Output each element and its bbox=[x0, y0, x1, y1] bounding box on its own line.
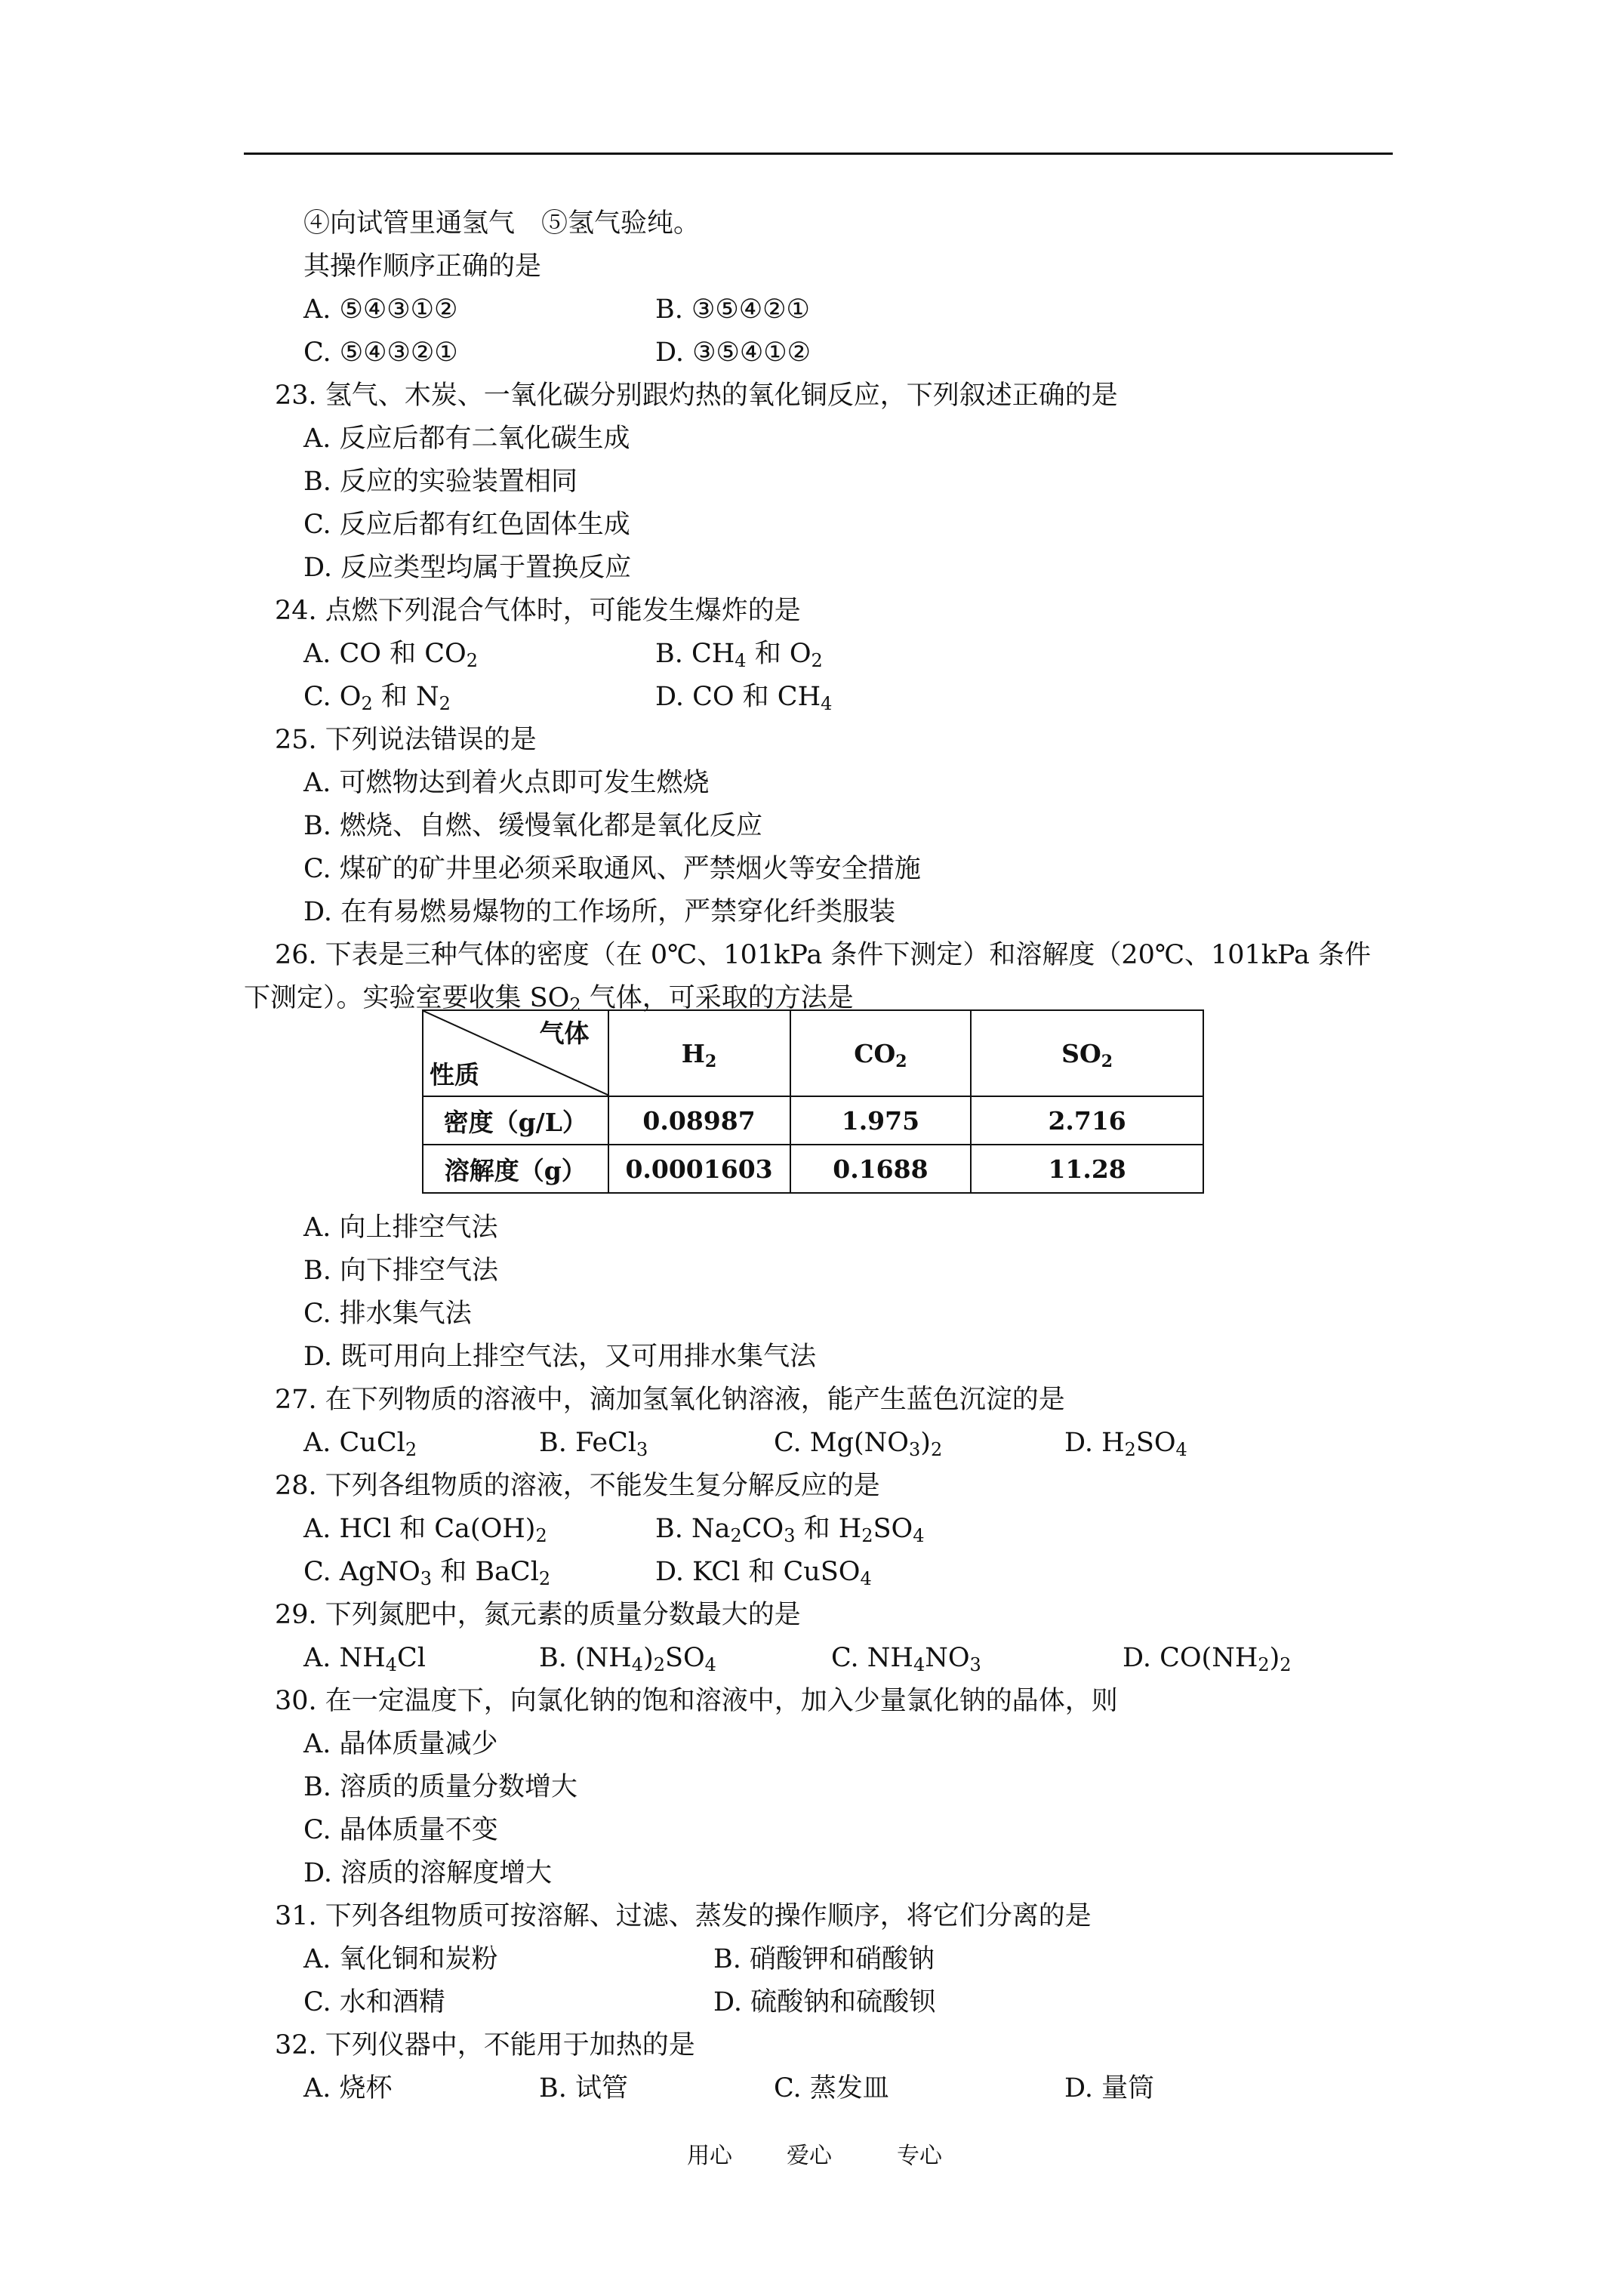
q25-stem: 25. 下列说法错误的是 bbox=[275, 725, 537, 755]
cell-density-h2: 0.08987 bbox=[608, 1096, 790, 1145]
q22-option-d: D. ③⑤④①② bbox=[655, 337, 811, 368]
cell-density-co2: 1.975 bbox=[790, 1096, 972, 1145]
q29-option-b: B. $(NH_4)_2SO_4$ bbox=[539, 1643, 716, 1675]
q27-option-d: D. $H_2SO_4$ bbox=[1064, 1428, 1187, 1460]
corner-label-property: 性质 bbox=[430, 1060, 479, 1089]
corner-label-gas: 气体 bbox=[539, 1019, 590, 1048]
q28-stem: 28. 下列各组物质的溶液，不能发生复分解反应的是 bbox=[275, 1471, 880, 1501]
q23-option-d: D. 反应类型均属于置换反应 bbox=[303, 553, 632, 583]
q31-option-d: D. 硫酸钠和硫酸钡 bbox=[713, 1987, 936, 2017]
q22-step-line: ④向试管里通氢气 ⑤氢气验纯。 bbox=[303, 208, 701, 239]
q27-stem: 27. 在下列物质的溶液中，滴加氢氧化钠溶液，能产生蓝色沉淀的是 bbox=[275, 1385, 1065, 1415]
q29-option-d: D. $CO(NH_2)_2$ bbox=[1123, 1643, 1292, 1675]
q27-option-b: B. FeCl$_3$ bbox=[539, 1428, 648, 1460]
q31-option-c: C. 水和酒精 bbox=[303, 1987, 445, 2017]
row-label-solubility: 溶解度（g） bbox=[423, 1145, 608, 1193]
footer-text-3: 专心 bbox=[897, 2143, 942, 2169]
q30-option-d: D. 溶质的溶解度增大 bbox=[303, 1858, 553, 1888]
q27-option-c: C. $Mg(NO_3)_2$ bbox=[774, 1428, 943, 1460]
table-row-solubility bbox=[423, 1145, 1203, 1193]
q23-stem: 23. 氢气、木炭、一氧化碳分别跟灼热的氧化铜反应，下列叙述正确的是 bbox=[275, 381, 1118, 411]
q30-option-c: C. 晶体质量不变 bbox=[303, 1815, 498, 1845]
q28-option-d: D. KCl 和 CuSO$_4$ bbox=[655, 1557, 872, 1589]
q28-option-a: A. HCl 和 $Ca(OH)_2$ bbox=[303, 1514, 547, 1546]
gas-property-table bbox=[422, 1009, 1204, 1194]
cell-density-so2: 2.716 bbox=[971, 1096, 1203, 1145]
q23-option-b: B. 反应的实验装置相同 bbox=[303, 467, 577, 497]
q30-option-b: B. 溶质的质量分数增大 bbox=[303, 1772, 577, 1802]
q25-option-c: C. 煤矿的矿井里必须采取通风、严禁烟火等安全措施 bbox=[303, 854, 921, 884]
q30-stem: 30. 在一定温度下，向氯化钠的饱和溶液中，加入少量氯化钠的晶体，则 bbox=[275, 1686, 1118, 1716]
q27-option-a: A. CuCl$_2$ bbox=[303, 1428, 417, 1460]
q28-option-c: C. AgNO$_3$ 和 BaCl$_2$ bbox=[303, 1557, 551, 1589]
q26-option-b: B. 向下排空气法 bbox=[303, 1256, 498, 1286]
q25-option-b: B. 燃烧、自燃、缓慢氧化都是氧化反应 bbox=[303, 811, 762, 841]
table-row-density bbox=[423, 1096, 1203, 1145]
q31-option-a: A. 氧化铜和炭粉 bbox=[303, 1944, 498, 1974]
q22-prompt: 其操作顺序正确的是 bbox=[303, 251, 542, 282]
header-rule bbox=[244, 153, 1393, 155]
q29-option-c: C. $NH_4NO_3$ bbox=[831, 1643, 981, 1675]
q23-option-a: A. 反应后都有二氧化碳生成 bbox=[303, 424, 630, 454]
footer-text-1: 用心 bbox=[687, 2143, 732, 2169]
q23-option-c: C. 反应后都有红色固体生成 bbox=[303, 510, 630, 540]
table-header-row bbox=[423, 1010, 1203, 1096]
q32-option-c: C. 蒸发皿 bbox=[774, 2073, 889, 2103]
q26-stem-line2: 下测定）。实验室要收集 $SO_2$ 气体，可采取的方法是 bbox=[244, 983, 854, 1015]
q25-option-a: A. 可燃物达到着火点即可发生燃烧 bbox=[303, 768, 710, 798]
q32-stem: 32. 下列仪器中，不能用于加热的是 bbox=[275, 2030, 695, 2060]
q32-option-b: B. 试管 bbox=[539, 2073, 628, 2103]
q31-stem: 31. 下列各组物质可按溶解、过滤、蒸发的操作顺序，将它们分离的是 bbox=[275, 1901, 1092, 1931]
q22-option-c: C. ⑤④③②① bbox=[303, 337, 458, 368]
column-header-h2: $H_2$ bbox=[608, 1010, 790, 1096]
q24-stem: 24. 点燃下列混合气体时，可能发生爆炸的是 bbox=[275, 596, 801, 626]
cell-solubility-so2: 11.28 bbox=[971, 1145, 1203, 1193]
cell-solubility-h2: 0.0001603 bbox=[608, 1145, 790, 1193]
q30-option-a: A. 晶体质量减少 bbox=[303, 1729, 498, 1759]
q24-option-d: D. CO 和 $CH_4$ bbox=[655, 682, 833, 714]
q26-option-d: D. 既可用向上排空气法，又可用排水集气法 bbox=[303, 1342, 817, 1372]
q24-option-a: A. CO 和 $CO_2$ bbox=[303, 639, 479, 671]
q25-option-d: D. 在有易燃易爆物的工作场所，严禁穿化纤类服装 bbox=[303, 897, 896, 927]
footer-text-2: 爱心 bbox=[787, 2143, 832, 2169]
q26-option-a: A. 向上排空气法 bbox=[303, 1213, 498, 1243]
q31-option-b: B. 硝酸钾和硝酸钠 bbox=[713, 1944, 935, 1974]
q28-option-b: B. $Na_2CO_3$ 和 $H_2SO_4$ bbox=[655, 1514, 925, 1546]
q24-option-c: C. $O_2$ 和 $N_2$ bbox=[303, 682, 451, 714]
q22-option-b: B. ③⑤④②① bbox=[655, 294, 810, 325]
q26-option-c: C. 排水集气法 bbox=[303, 1299, 472, 1329]
q26-stem-line1: 26. 下表是三种气体的密度（在 0℃、101kPa 条件下测定）和溶解度（20℃、101kPa 条件 bbox=[275, 940, 1371, 970]
q29-stem: 29. 下列氮肥中，氮元素的质量分数最大的是 bbox=[275, 1600, 801, 1630]
q22-option-a: A. ⑤④③①② bbox=[303, 294, 458, 325]
column-header-co2: $CO_2$ bbox=[790, 1010, 972, 1096]
q29-option-a: A. $NH_4Cl$ bbox=[303, 1643, 426, 1675]
cell-solubility-co2: 0.1688 bbox=[790, 1145, 972, 1193]
column-header-so2: $SO_2$ bbox=[971, 1010, 1203, 1096]
table-corner-cell bbox=[423, 1010, 608, 1096]
row-label-density: 密度（g/L） bbox=[423, 1096, 608, 1145]
q24-option-b: B. $CH_4$ 和 $O_2$ bbox=[655, 639, 823, 671]
q32-option-d: D. 量筒 bbox=[1064, 2073, 1155, 2103]
q32-option-a: A. 烧杯 bbox=[303, 2073, 393, 2103]
